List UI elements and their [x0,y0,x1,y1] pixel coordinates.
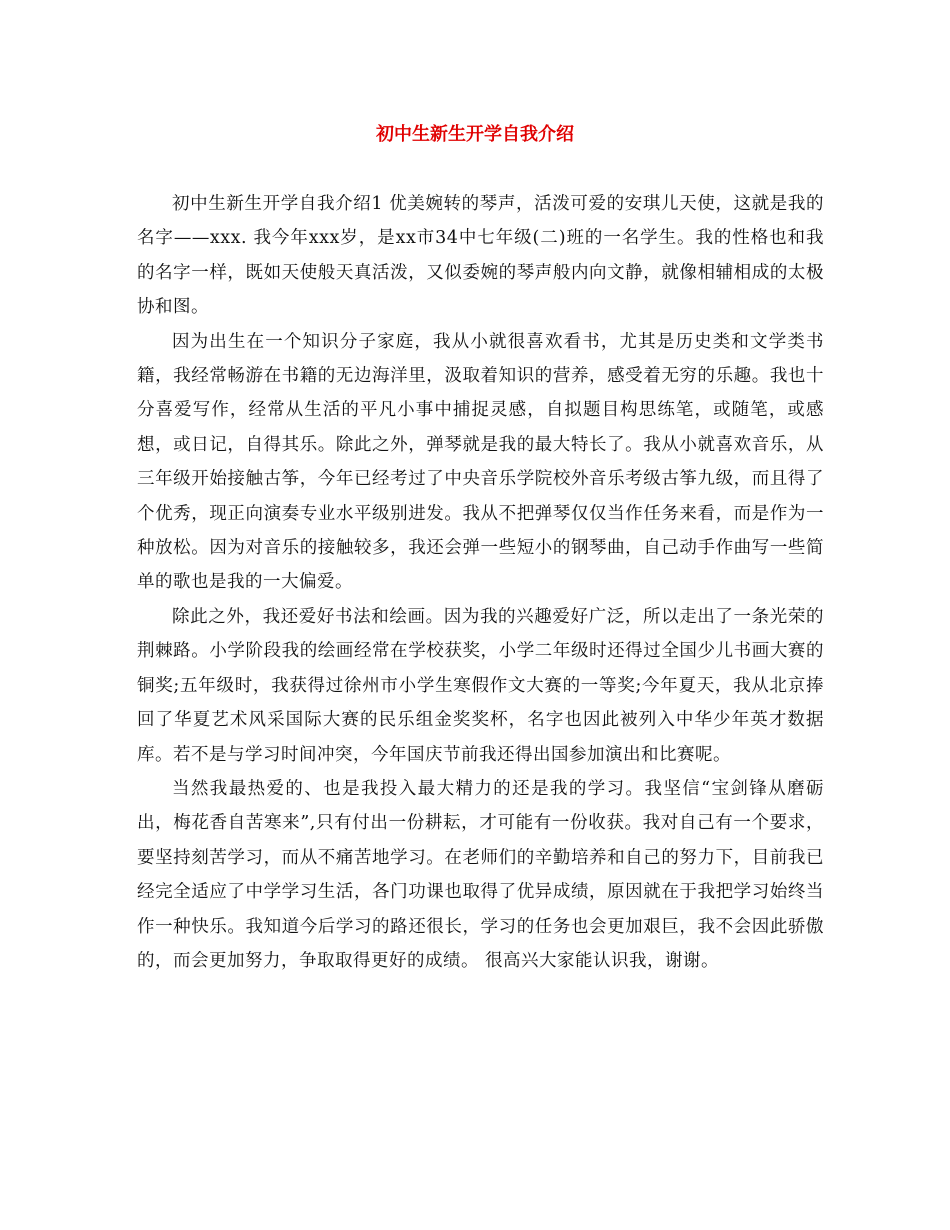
paragraph-4: 当然我最热爱的、也是我投入最大精力的还是我的学习。我坚信“宝剑锋从磨砺出，梅花香自苦寒来”,只有付出一份耕耘，才可能有一份收获。我对自己有一个要求，要坚持刻苦学习，而从不痛苦地学习。在老师们的辛勤培养和自己的努力下，目前我已经完全适应了中学学习生活，各门功课也取得了优异成绩，原因就在于我把学习始终当作一种快乐。我知道今后学习的路还很长，学习的任务也会更加艰巨，我不会因此骄傲的，而会更加努力，争取取得更好的成绩。 很高兴大家能认识我，谢谢。 [137,778,824,971]
document-title: 初中生新生开学自我介绍 [376,124,574,145]
paragraph-1: 初中生新生开学自我介绍1 优美婉转的琴声，活泼可爱的安琪儿天使，这就是我的名字——xxx. 我今年xxx岁，是xx市34中七年级(二)班的一名学生。我的性格也和我的名字一样，既如天使般天真活泼，又似委婉的琴声般内向文静，就像相辅相成的太极协和图。 [137,194,824,318]
paragraph-2: 因为出生在一个知识分子家庭，我从小就很喜欢看书，尤其是历史类和文学类书籍，我经常畅游在书籍的无边海洋里，汲取着知识的营养，感受着无穷的乐趣。我也十分喜爱写作，经常从生活的平凡小事中捕捉灵感，自拟题目构思练笔，或随笔，或感想，或日记，自得其乐。除此之外，弹琴就是我的最大特长了。我从小就喜欢音乐，从三年级开始接触古筝，今年已经考过了中央音乐学院校外音乐考级古筝九级，而且得了个优秀，现正向演奏专业水平级别进发。我从不把弹琴仅仅当作任务来看，而是作为一种放松。因为对音乐的接触较多，我还会弹一些短小的钢琴曲，自己动手作曲写一些简单的歌也是我的一大偏爱。 [137,331,824,593]
document-body [137,187,824,978]
paragraph-3: 除此之外，我还爱好书法和绘画。因为我的兴趣爱好广泛，所以走出了一条光荣的荆棘路。小学阶段我的绘画经常在学校获奖，小学二年级时还得过全国少儿书画大赛的铜奖;五年级时，我获得过徐州市小学生寒假作文大赛的一等奖;今年夏天，我从北京捧回了华夏艺术风采国际大赛的民乐组金奖奖杯，名字也因此被列入中华少年英才数据库。若不是与学习时间冲突，今年国庆节前我还得出国参加演出和比赛呢。 [137,606,824,765]
